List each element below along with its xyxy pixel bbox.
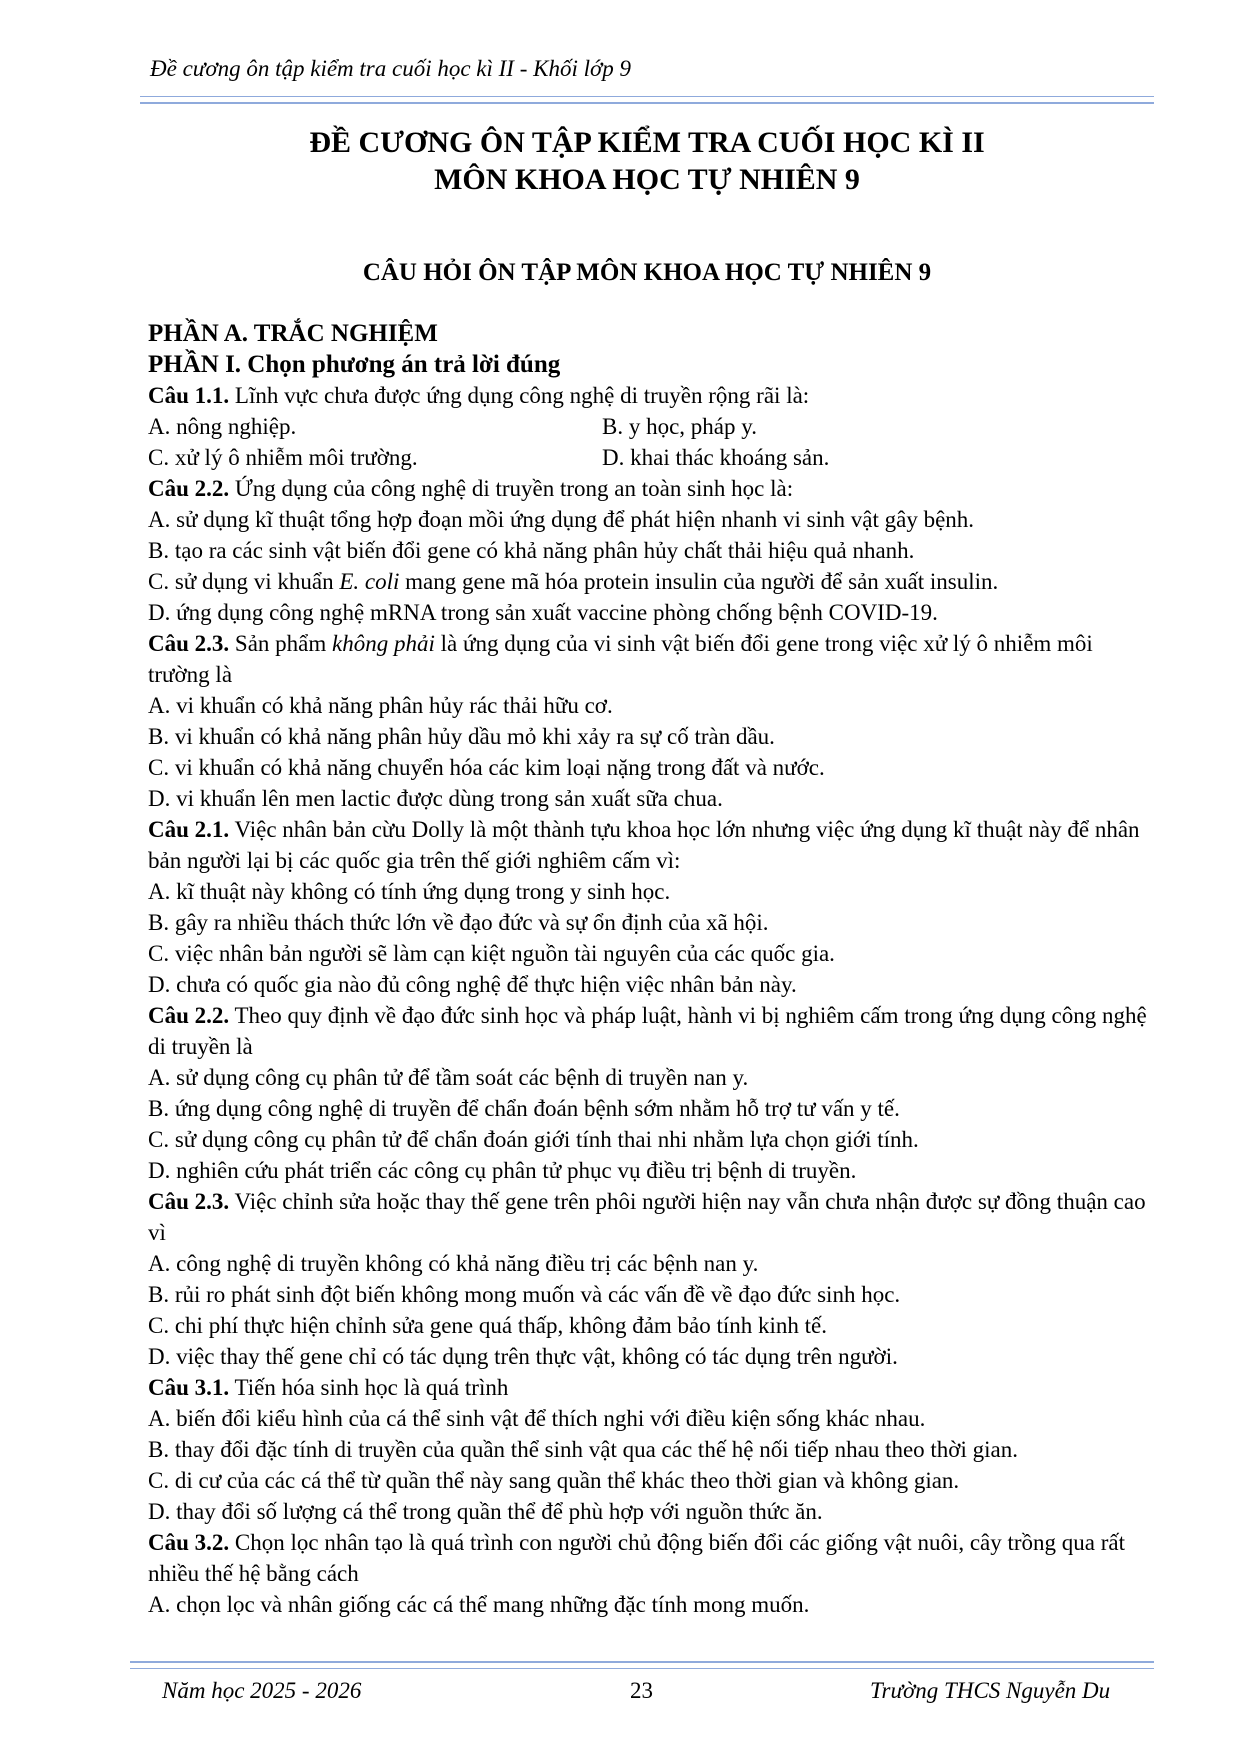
question: [148, 473, 1158, 628]
question-text: Chọn lọc nhân tạo là quá trình con người chủ động biến đổi các giống vật nuôi, cây trồng qua rất nhiều thế hệ bằng cách: [148, 1530, 1126, 1586]
question: [148, 380, 1158, 473]
option-c: C. xử lý ô nhiễm môi trường.: [148, 445, 418, 470]
option-b: B. ứng dụng công nghệ di truyền để chẩn đoán bệnh sớm nhằm hỗ trợ tư vấn y tế.: [148, 1096, 900, 1121]
option-a: A. kĩ thuật này không có tính ứng dụng trong y sinh học.: [148, 879, 671, 904]
option-a: A. công nghệ di truyền không có khả năng điều trị các bệnh nan y.: [148, 1251, 759, 1276]
option-a: A. nông nghiệp.: [148, 414, 297, 439]
option-c: [148, 566, 1158, 597]
option-b: B. gây ra nhiều thách thức lớn về đạo đức và sự ổn định của xã hội.: [148, 910, 769, 935]
question-text: Lĩnh vực chưa được ứng dụng công nghệ di truyền rộng rãi là:: [229, 383, 810, 408]
option-c: C. sử dụng công cụ phân tử để chẩn đoán giới tính thai nhi nhằm lựa chọn giới tính.: [148, 1127, 919, 1152]
question-text: Việc nhân bản cừu Dolly là một thành tựu khoa học lớn nhưng việc ứng dụng kĩ thuật này để nhân bản người lại bị các quốc gia trên thế giới nghiêm cấm vì:: [148, 817, 1140, 873]
question-number: Câu 3.2.: [148, 1530, 230, 1555]
option-c-start: C. sử dụng vi khuẩn: [148, 569, 340, 594]
document-title-line2: MÔN KHOA HỌC TỰ NHIÊN 9: [434, 163, 860, 196]
question: [148, 1372, 1158, 1527]
school-name: Trường THCS Nguyễn Du: [870, 1678, 1111, 1703]
question-number: Câu 1.1.: [148, 383, 230, 408]
option-d: D. nghiên cứu phát triển các công cụ phân tử phục vụ điều trị bệnh di truyền.: [148, 1158, 857, 1183]
option-d: D. vi khuẩn lên men lactic được dùng trong sản xuất sữa chua.: [148, 786, 723, 811]
question-number: Câu 3.1.: [148, 1375, 230, 1400]
species-name: E. coli: [339, 569, 400, 594]
option-c-end: mang gene mã hóa protein insulin của người để sản xuất insulin.: [399, 569, 999, 594]
document-body: [148, 318, 1158, 1620]
question-number: Câu 2.3.: [148, 1189, 230, 1214]
question-number: Câu 2.1.: [148, 817, 230, 842]
option-a: A. biến đổi kiểu hình của cá thể sinh vật để thích nghi với điều kiện sống khác nhau.: [148, 1406, 926, 1431]
option-c: C. vi khuẩn có khả năng chuyển hóa các kim loại nặng trong đất và nước.: [148, 755, 825, 780]
option-d: D. chưa có quốc gia nào đủ công nghệ để thực hiện việc nhân bản này.: [148, 972, 797, 997]
option-b: B. y học, pháp y.: [602, 414, 758, 439]
question-number: Câu 2.2.: [148, 1003, 230, 1028]
part-a-heading: PHẦN A. TRẮC NGHIỆM: [148, 320, 438, 347]
question-text: Tiến hóa sinh học là quá trình: [229, 1375, 509, 1400]
question: [148, 628, 1158, 814]
question-number: Câu 2.2.: [148, 476, 230, 501]
question-text: Việc chỉnh sửa hoặc thay thế gene trên phôi người hiện nay vẫn chưa nhận được sự đồng thuận cao vì: [148, 1189, 1146, 1245]
question-text: Theo quy định về đạo đức sinh học và pháp luật, hành vi bị nghiêm cấm trong ứng dụng công nghệ di truyền là: [148, 1003, 1147, 1059]
option-d: D. thay đổi số lượng cá thể trong quần thể để phù hợp với nguồn thức ăn.: [148, 1499, 823, 1524]
option-c: C. di cư của các cá thể từ quần thể này sang quần thể khác theo thời gian và không gian.: [148, 1468, 960, 1493]
page-number: 23: [630, 1678, 653, 1703]
footer-divider: [130, 1661, 1154, 1669]
question: [148, 1527, 1158, 1620]
option-d: D. khai thác khoáng sản.: [602, 445, 830, 470]
option-b: B. thay đổi đặc tính di truyền của quần thể sinh vật qua các thế hệ nối tiếp nhau theo thời gian.: [148, 1437, 1018, 1462]
option-b: B. rủi ro phát sinh đột biến không mong muốn và các vấn đề về đạo đức sinh học.: [148, 1282, 901, 1307]
part-i-heading: PHẦN I. Chọn phương án trả lời đúng: [148, 351, 561, 378]
question-text-emphasis: không phải: [332, 631, 435, 656]
option-d: D. ứng dụng công nghệ mRNA trong sản xuất vaccine phòng chống bệnh COVID-19.: [148, 600, 938, 625]
option-a: A. sử dụng công cụ phân tử để tầm soát các bệnh di truyền nan y.: [148, 1065, 749, 1090]
section-subtitle: CÂU HỎI ÔN TẬP MÔN KHOA HỌC TỰ NHIÊN 9: [362, 259, 932, 286]
option-b: B. vi khuẩn có khả năng phân hủy dầu mỏ khi xảy ra sự cố tràn dầu.: [148, 724, 775, 749]
question: [148, 1186, 1158, 1372]
question: [148, 1000, 1158, 1186]
option-b: B. tạo ra các sinh vật biến đổi gene có khả năng phân hủy chất thải hiệu quả nhanh.: [148, 538, 915, 563]
question-text: Ứng dụng của công nghệ di truyền trong an toàn sinh học là:: [229, 476, 794, 501]
running-header: Đề cương ôn tập kiểm tra cuối học kì II - Khối lớp 9: [150, 56, 632, 81]
question: [148, 814, 1158, 1000]
option-c: C. chi phí thực hiện chỉnh sửa gene quá thấp, không đảm bảo tính kinh tế.: [148, 1313, 828, 1338]
option-c: C. việc nhân bản người sẽ làm cạn kiệt nguồn tài nguyên của các quốc gia.: [148, 941, 835, 966]
question-text-end: là ứng dụng của vi sinh vật biến đổi gene trong việc xử lý ô nhiễm môi trường là: [148, 631, 1093, 687]
option-a: A. sử dụng kĩ thuật tổng hợp đoạn mồi ứng dụng để phát hiện nhanh vi sinh vật gây bệnh.: [148, 507, 975, 532]
document-title-line1: ĐỀ CƯƠNG ÔN TẬP KIỂM TRA CUỐI HỌC KÌ II: [309, 126, 985, 159]
question-text-start: Sản phẩm: [229, 631, 333, 656]
option-d: D. việc thay thế gene chỉ có tác dụng trên thực vật, không có tác dụng trên người.: [148, 1344, 898, 1369]
option-a: A. chọn lọc và nhân giống các cá thể mang những đặc tính mong muốn.: [148, 1592, 810, 1617]
header-divider: [140, 96, 1154, 104]
question-number: Câu 2.3.: [148, 631, 230, 656]
option-a: A. vi khuẩn có khả năng phân hủy rác thải hữu cơ.: [148, 693, 613, 718]
school-year: Năm học 2025 - 2026: [162, 1678, 362, 1703]
